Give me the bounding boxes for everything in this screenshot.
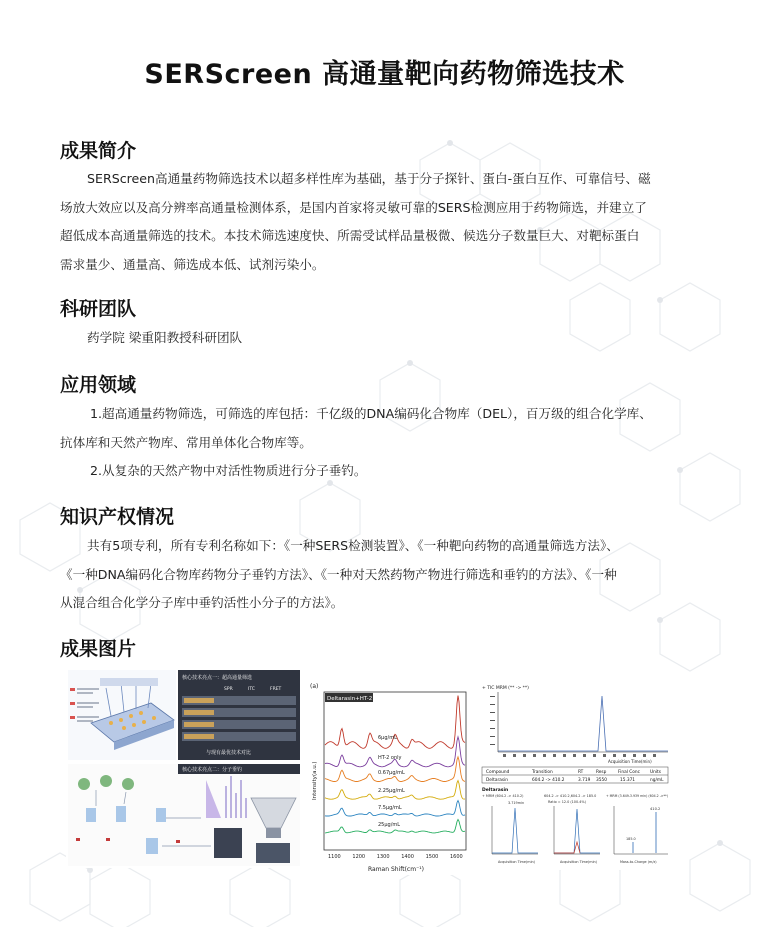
ms-peak2-label: 185.0 (626, 837, 636, 841)
ip-paragraph (60, 532, 700, 618)
subplot-axes (492, 806, 668, 854)
raman-series-label: HT-2 only (378, 755, 402, 761)
intro-line: 场放大效应以及高分辨率高通量检测体系，是国内首家将灵敏可靠的SERS检测应用于药物筛选，并建立了 (60, 199, 647, 215)
panel-label: (a) (310, 683, 319, 690)
svg-text:Deltarasin: Deltarasin (486, 778, 509, 783)
svg-text:Units: Units (650, 770, 661, 775)
svg-text:604.2 -> 410.2: 604.2 -> 410.2 (532, 778, 565, 783)
table-footer: 与现有最优技术对比 (206, 750, 252, 756)
raman-svg (308, 680, 473, 875)
mrm1-label: + MRM (604.2 -> 410.2) (482, 794, 524, 798)
schematic-svg (66, 668, 302, 868)
rt-label: 3.719min (508, 801, 525, 805)
intro-line: 需求量少、通量高、筛选成本低、试剂污染小。 (60, 256, 325, 272)
raman-series-line (325, 737, 465, 767)
panel2-title: 核心技术亮点二：分子垂钓 (182, 767, 243, 773)
raman-series-label: 0.67μg/mL (378, 770, 405, 776)
svg-text:Final Conc: Final Conc (618, 770, 640, 775)
tic-y-ticks (490, 696, 495, 745)
intro-heading: 成果简介 (60, 140, 137, 162)
ip-line: 从混合组合化学分子库中垂钓活性小分子的方法》。 (60, 595, 344, 610)
application-line: 2.从复杂的天然产物中对活性物质进行分子垂钓。 (90, 463, 367, 478)
application-line: 抗体库和天然产物库、常用单体化合物库等。 (60, 434, 312, 450)
x-tick-labels (328, 854, 463, 860)
raman-series-group (325, 696, 465, 833)
team-heading: 科研团队 (60, 298, 137, 320)
tic-title: + TIC MRM (** -> **) (482, 686, 529, 691)
ratio-label: Ratio = 12.0 (100.4%) (548, 800, 586, 804)
team-paragraph (60, 324, 700, 353)
intro-line: SERScreen高通量药物筛选技术以超多样性库为基础，基于分子探针、蛋白-蛋白互作、可靠信号、磁 (87, 171, 651, 186)
mrm2-label: 604.2 -> 410.2,604.2 -> 185.0 (544, 794, 597, 798)
ip-heading: 知识产权情况 (60, 506, 175, 528)
svg-text:3.719: 3.719 (578, 778, 591, 783)
intro-line: 超低成本高通量筛选的技术。本技术筛选速度快、所需受试样品量极微、候选分子数量巨大、对靶标蛋白 (60, 228, 640, 243)
y-axis-label: Intensity(a.u.) (312, 761, 318, 800)
svg-text:Compound: Compound (486, 770, 510, 775)
col-header-spr: SPR (224, 687, 233, 692)
mrm2-peak (554, 809, 600, 853)
x-tick-label: 1600 (450, 854, 463, 860)
tic-x-ticks (503, 754, 656, 757)
application-paragraph (60, 400, 700, 486)
panel1-title: 核心技术亮点一：超高通量筛选 (182, 675, 253, 681)
raman-series-label: 2.25μg/mL (378, 788, 405, 794)
x-tick-label: 1400 (401, 854, 414, 860)
x-tick-label: 1100 (328, 854, 341, 860)
mrm2-qualifier-peak (554, 842, 580, 853)
result-table-row (486, 777, 664, 783)
intro-paragraph (60, 165, 700, 279)
tic-x-label: Acquisition Time(min) (608, 759, 652, 764)
svg-text:3550: 3550 (596, 778, 607, 783)
sub1-x-label: Acquisition Time(min) (498, 860, 535, 864)
x-tick-label: 1200 (352, 854, 366, 860)
figure-lcms (478, 682, 673, 870)
page-title: SERScreen 高通量靶向药物筛选技术 (144, 59, 625, 90)
svg-text:RT: RT (578, 770, 584, 775)
ip-line: 共有5项专利，所有专利名称如下：《一种SERS检测装置》、《一种靶向药物的高通量筛选方法》、 (87, 538, 619, 553)
ms-peak-label: 410.2 (650, 807, 661, 811)
tic-peak-line (498, 696, 668, 751)
application-line: 1.超高通量药物筛选，可筛选的库包括：千亿级的DNA编码化合物库（DEL），百万级的组合化学库、 (90, 406, 652, 421)
lcms-svg (478, 682, 673, 870)
probe-head (100, 678, 158, 686)
compound-sub-label: Deltarasin (482, 788, 509, 793)
mrm1-peak (492, 808, 538, 853)
svg-text:15.371: 15.371 (620, 778, 636, 783)
figure-schematic (66, 668, 302, 868)
x-axis-label: Raman Shift(cm⁻¹) (368, 866, 424, 873)
ip-line: 《一种DNA编码化合物库药物分子垂钓方法》、《一种对天然药物产物进行筛选和垂钓的方法》、《一种 (60, 566, 617, 582)
sub3-x-label: Mass-to-Charge (m/z) (620, 860, 657, 864)
svg-text:ng/mL: ng/mL (650, 778, 664, 783)
mrm3-label: + MRM (3.649-3.939 min) (604.2 ->**) (606, 794, 668, 798)
funnel-neck (266, 828, 281, 838)
raman-series-label: 7.5μg/mL (378, 805, 402, 811)
figures-heading: 成果图片 (60, 638, 137, 660)
figure-raman-spectra (308, 680, 473, 875)
x-tick-label: 1300 (376, 854, 390, 860)
computer-shape (256, 843, 290, 863)
svg-text:Transition: Transition (532, 770, 553, 775)
col-header-fret: FRET (270, 687, 282, 692)
raman-series-label: 25μg/mL (378, 822, 401, 828)
x-tick-label: 1500 (425, 854, 439, 860)
svg-text:Resp: Resp (596, 770, 607, 775)
instrument-shape (214, 828, 242, 858)
result-table-header (486, 769, 662, 775)
col-header-itc: ITC (248, 687, 255, 692)
sub2-x-label: Acquisition Time(min) (560, 860, 597, 864)
raman-series-label: 6μg/mL (378, 735, 397, 741)
team-text: 药学院 梁重阳教授科研团队 (87, 330, 243, 345)
legend-title: Deltarasin+HT-2 (327, 696, 373, 702)
application-heading: 应用领域 (60, 374, 137, 396)
